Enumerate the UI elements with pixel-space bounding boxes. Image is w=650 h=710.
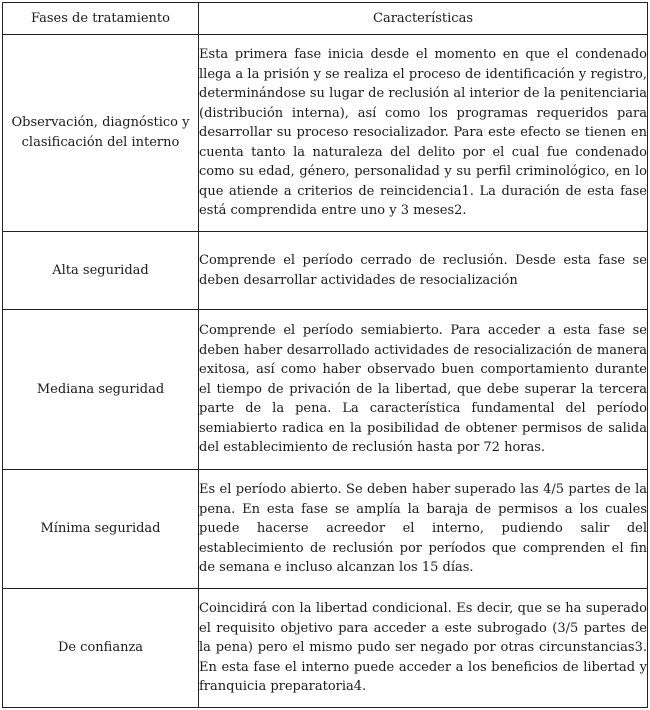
phase-name	[3, 469, 199, 588]
table-row	[3, 231, 648, 310]
header-phases: Fases de tratamiento	[3, 3, 199, 35]
phase-name	[3, 588, 199, 707]
phase-label-confianza: De confianza	[57, 639, 144, 655]
table-header-row	[3, 3, 648, 35]
phase-name	[3, 35, 199, 232]
phase-label-mediana: Mediana seguridad	[36, 381, 165, 397]
phase-description: Coincidirá con la libertad condicional. Es decir, que se ha superado el requisito objetivo para acceder a este subrogado (3/5 partes de la pena) pero el mismo pudo ser negado por otras circunstancias3. En esta fase el interno puede acceder a los beneficios de libertad y franquicia preparatoria4.	[199, 588, 648, 707]
phase-label-alta: Alta seguridad	[52, 262, 149, 278]
table-row	[3, 35, 648, 232]
phase-description: Esta primera fase inicia desde el momento en que el condenado llega a la prisión y se realiza el proceso de identificación y registro, determinándose su lugar de reclusión al interior de la penitenciaria (distribución interna), así como los programas requeridos para desarrollar su proceso resocializador. Para este efecto se tienen en cuenta tanto la naturaleza del delito por el cual fue condenado como su edad, género, personalidad y su perfil criminológico, en lo que atiende a criterios de reincidencia1. La duración de esta fase está comprendida entre uno y 3 meses2.	[199, 35, 648, 232]
phase-description: Comprende el período semiabierto. Para acceder a esta fase se deben haber desarrollado actividades de resocialización de manera exitosa, así como haber observado buen comportamiento durante el tiempo de privación de la libertad, que debe superar la tercera parte de la pena. La característica fundamental del período semiabierto radica en la posibilidad de obtener permisos de salida del establecimiento de reclusión hasta por 72 horas.	[199, 310, 648, 469]
phase-description: Es el período abierto. Se deben haber superado las 4/5 partes de la pena. En esta fase se amplía la baraja de permisos a los cuales puede hacerse acreedor el interno, pudiendo salir del establecimiento de reclusión por períodos que comprenden el fin de semana e incluso alcanzan los 15 días.	[199, 469, 648, 588]
phase-description: Comprende el período cerrado de reclusión. Desde esta fase se deben desarrollar actividades de resocialización	[199, 231, 648, 310]
phase-name	[3, 231, 199, 310]
phase-label-minima: Mínima seguridad	[40, 520, 161, 536]
phase-name	[3, 310, 199, 469]
table-row	[3, 469, 648, 588]
header-characteristics: Características	[199, 3, 648, 35]
table-row	[3, 310, 648, 469]
treatment-phases-table	[2, 2, 648, 708]
table-row	[3, 588, 648, 707]
phase-label-observacion: Observación, diagnóstico y clasificación del interno	[11, 114, 190, 150]
